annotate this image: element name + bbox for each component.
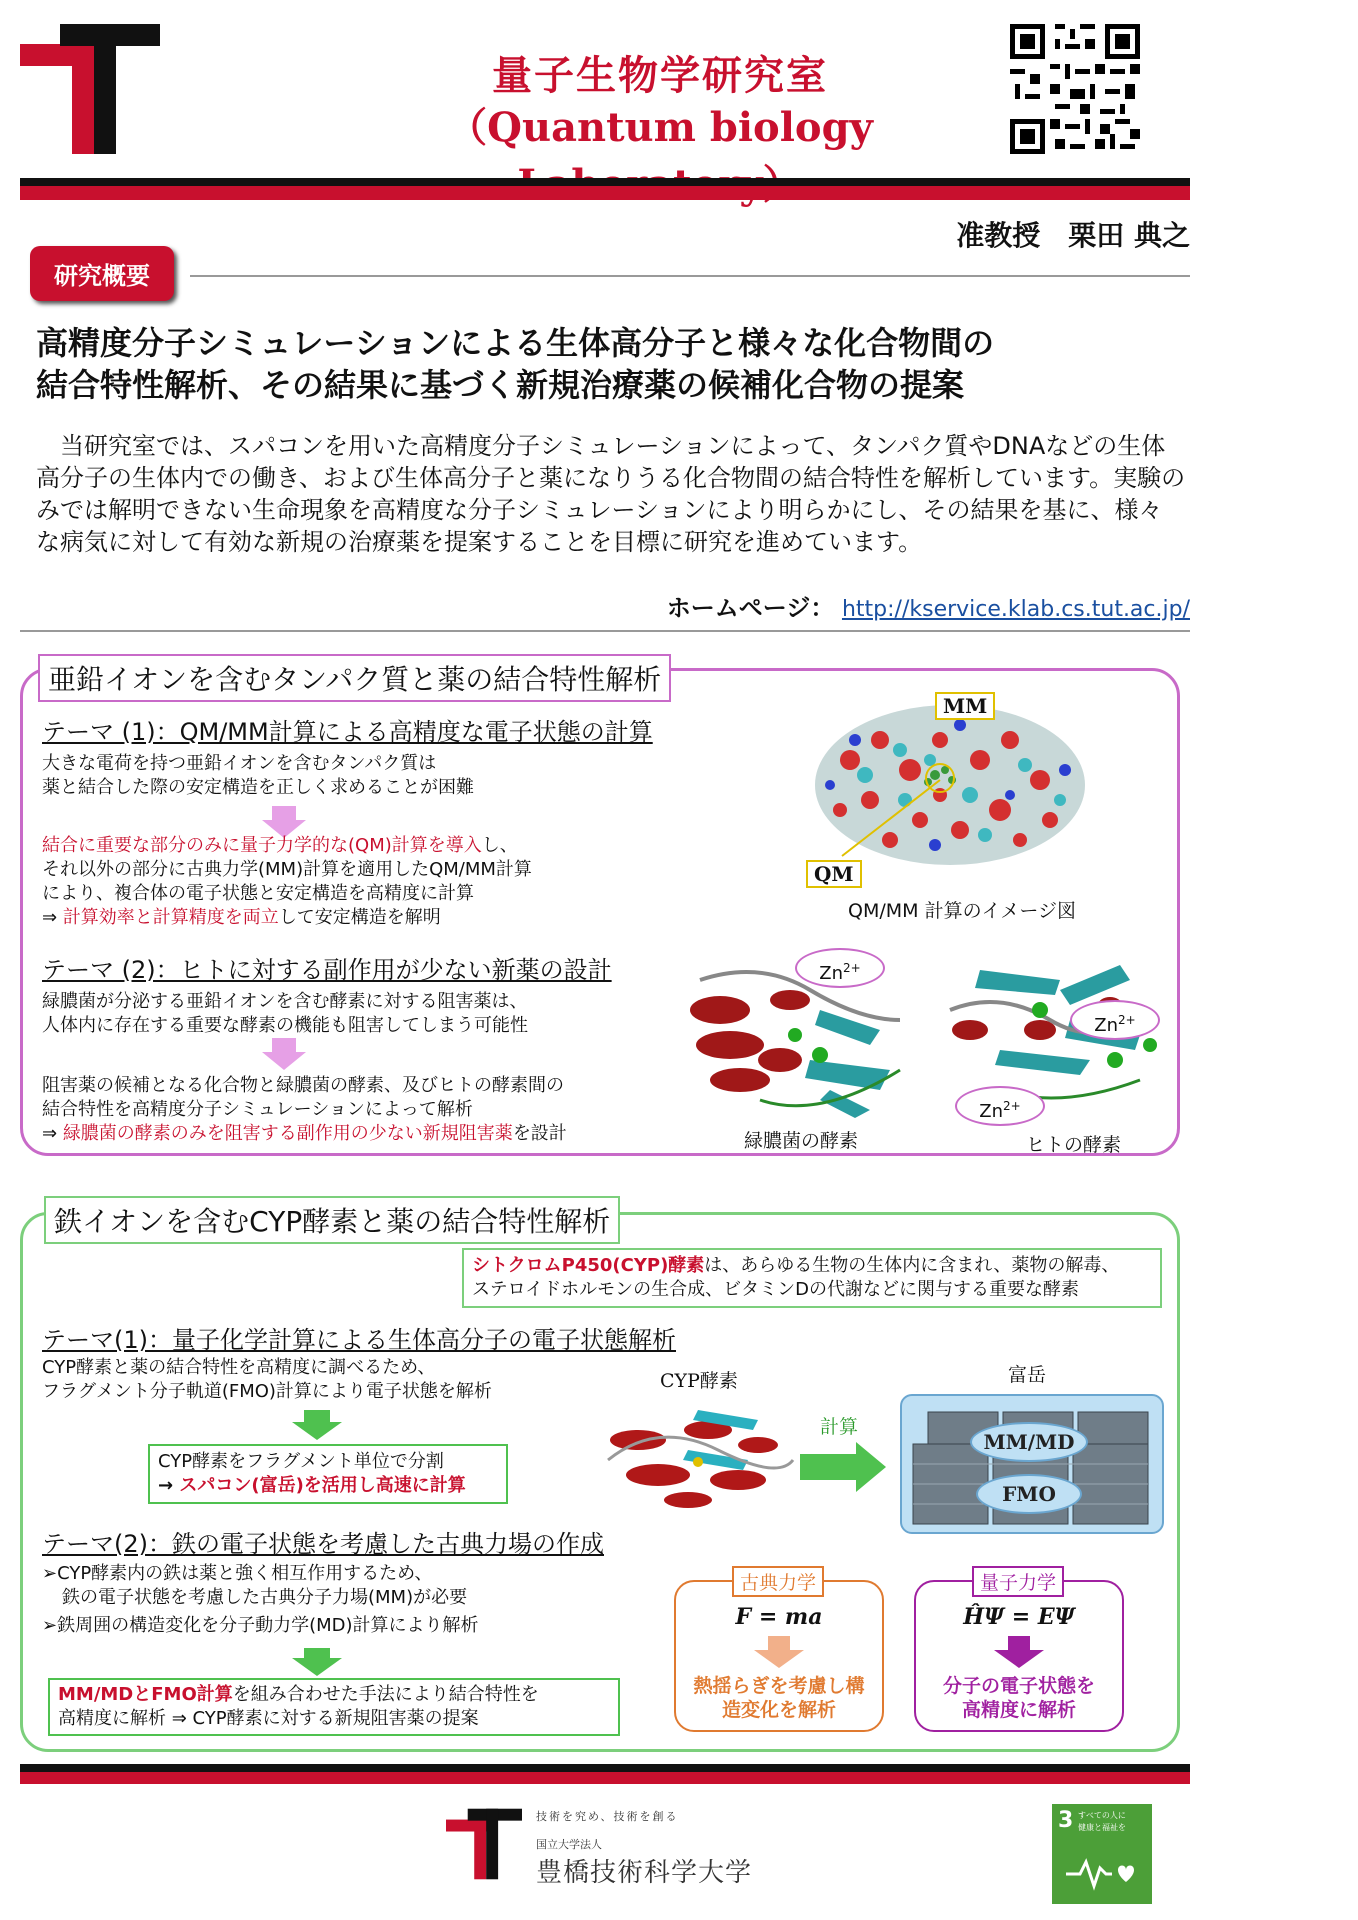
s2-theme2-title: テーマ(2)：鉄の電子状態を考慮した古典力場の作成 [42, 1530, 604, 1558]
overview-title-line2: 結合特性解析、その結果に基づく新規治療薬の候補化合物の提案 [36, 366, 965, 404]
footer-motto: 技術を究め、技術を創る [536, 1810, 679, 1823]
quantum-arrow-down [994, 1636, 1044, 1672]
classical-formula: F = ma [735, 1604, 823, 1630]
zn-sup-1: 2+ [843, 961, 861, 975]
cyp-intro-box [462, 1248, 1162, 1308]
s1-t2-text2: 人体内に存在する重要な酵素の機能も阻害してしまう可能性 [42, 1015, 528, 1036]
s1-t2-arrow-down [262, 1038, 306, 1074]
qm-pointer-line [840, 778, 950, 862]
sdg-badge[interactable] [1052, 1804, 1152, 1904]
overview-bottom-rule [20, 630, 1190, 632]
author-name: 准教授 栗田 典之 [956, 219, 1190, 252]
s1-t1-text3: し、 [481, 835, 518, 856]
heartbeat-icon [1066, 1852, 1138, 1896]
overview-label: 研究概要 [30, 246, 174, 301]
classical-text1: 熱揺らぎを考慮し構 [693, 1675, 865, 1697]
s1-theme2-title: テーマ (2)：ヒトに対する副作用が少ない新薬の設計 [42, 956, 612, 984]
s1-t2-text1: 緑膿菌が分泌する亜鉛イオンを含む酵素に対する阻害薬は、 [42, 991, 528, 1012]
s2-t2-box-hl: MM/MDとFMO計算 [58, 1684, 233, 1705]
qmmm-caption: QM/MM 計算のイメージ図 [848, 900, 1077, 922]
fmo-ellipse: FMO [976, 1474, 1082, 1514]
quantum-label: 量子力学 [972, 1566, 1064, 1597]
zn-label-1: Zn [819, 963, 844, 984]
s2-theme1-text [42, 1356, 602, 1404]
s2-t1-box2a: → [158, 1475, 180, 1496]
calc-arrow-right [800, 1442, 886, 1496]
s2-t2-bullet2: ➢鉄周囲の構造変化を分子動力学(MD)計算により解析 [42, 1615, 479, 1636]
zn-bubble-2 [1070, 1000, 1160, 1040]
s1-t2-text5b: を設計 [512, 1123, 567, 1144]
s1-theme1-problem [42, 752, 662, 800]
lab-title: 量子生物学研究室 [492, 53, 828, 99]
zn-bubble-3 [955, 1086, 1045, 1126]
s1-t2-hl1: 緑膿菌の酵素のみを阻害する副作用の少ない新規阻害薬 [62, 1123, 513, 1144]
header-divider-red [20, 186, 1190, 200]
cyp-label: CYP酵素 [660, 1370, 738, 1392]
classical-label: 古典力学 [732, 1566, 824, 1597]
s1-theme1-solution [42, 834, 662, 930]
zn-sup-3: 2+ [1003, 1099, 1021, 1113]
s2-theme2-bullets [42, 1562, 642, 1638]
classical-result [674, 1674, 884, 1722]
s1-t1-hl1: 結合に重要な部分のみに量子力学的な(QM)計算を導入 [42, 835, 482, 856]
overview-rule [190, 275, 1190, 277]
qm-label: QM [806, 860, 862, 888]
human-enzyme-caption: ヒトの酵素 [1026, 1134, 1122, 1156]
calc-label: 計算 [820, 1416, 859, 1438]
s2-t2-arrow-down [292, 1648, 342, 1680]
s1-theme2-solution [42, 1074, 682, 1146]
s2-t2-bullet1b: 鉄の電子状態を考慮した古典分子力場(MM)が必要 [62, 1587, 468, 1608]
mmmd-ellipse: MM/MD [970, 1422, 1088, 1462]
overview-title [36, 322, 1176, 406]
footer-tut-logo [446, 1808, 522, 1880]
cyp-intro-text1: は、あらゆる生物の生体内に含まれ、薬物の解毒、 [704, 1255, 1120, 1276]
s1-t1-text5: により、複合体の電子状態と安定構造を高精度に計算 [42, 883, 474, 904]
s1-t1-text4: それ以外の部分に古典力学(MM)計算を適用したQM/MM計算 [42, 859, 532, 880]
cyp-enzyme-figure [598, 1390, 798, 1520]
quantum-text2: 高精度に解析 [961, 1699, 1076, 1721]
footer-corp: 国立大学法人 [536, 1838, 602, 1851]
s2-t1-result-box [148, 1444, 508, 1504]
footer-divider-red [20, 1772, 1190, 1784]
s2-theme1-title: テーマ(1)：量子化学計算による生体高分子の電子状態解析 [42, 1326, 676, 1354]
s1-theme2-problem [42, 990, 682, 1038]
s1-t1-text2: 薬と結合した際の安定構造を正しく求めることが困難 [42, 777, 474, 798]
section1-title: 亜鉛イオンを含むタンパク質と薬の結合特性解析 [38, 654, 671, 702]
zn-label-3: Zn [979, 1101, 1004, 1122]
s2-t2-result-box [48, 1678, 620, 1736]
s1-theme1-title: テーマ (1)：QM/MM計算による高精度な電子状態の計算 [42, 718, 653, 746]
zn-sup-2: 2+ [1118, 1013, 1136, 1027]
s2-t1-arrow-down [292, 1410, 342, 1444]
footer-divider-black [20, 1764, 1190, 1772]
header-divider-black [20, 178, 1190, 186]
mm-label: MM [935, 692, 995, 720]
homepage-label: ホームページ： [666, 594, 835, 622]
lab-subtitle: （Quantum biology [447, 104, 873, 151]
s2-t2-bullet1a: ➢CYP酵素内の鉄は薬と強く相互作用するため、 [42, 1563, 433, 1584]
section2-title: 鉄イオンを含むCYP酵素と薬の結合特性解析 [44, 1196, 620, 1244]
overview-paragraph: 当研究室では、スパコンを用いた高精度分子シミュレーションによって、タンパク質やDNAなどの生体高分子の生体内での働き、および生体高分子と薬になりうる化合物間の結合特性を解析しています。実験のみでは解明できない生命現象を高精度な分子シミュレーションにより明らかにし、その結果を基に、様々な病気に対して有効な新規の治療薬を提案することを目標に研究を進めています。 [36, 432, 1186, 556]
s1-t2-text5a: ⇒ [42, 1123, 63, 1144]
cyp-intro-text2: ステロイドホルモンの生合成、ビタミンDの代謝などに関与する重要な酵素 [472, 1279, 1079, 1300]
s2-t2-box-text1: を組み合わせた手法により結合特性を [232, 1684, 539, 1705]
s1-t2-text3: 阻害薬の候補となる化合物と緑膿菌の酵素、及びヒトの酵素間の [42, 1075, 564, 1096]
s1-t1-text6a: ⇒ [42, 907, 63, 928]
s1-t1-hl2: 計算効率と計算精度を両立 [62, 907, 279, 928]
sdg-text2: 健康と福祉を [1078, 1823, 1126, 1832]
s2-t2-box-text2: 高精度に解析 ⇒ CYP酵素に対する新規阻害薬の提案 [58, 1708, 479, 1729]
classical-text2: 造変化を解析 [721, 1699, 836, 1721]
zn-label-2: Zn [1094, 1015, 1119, 1036]
bacterial-enzyme-caption: 緑膿菌の酵素 [744, 1130, 859, 1152]
s2-t1-text2: フラグメント分子軌道(FMO)計算により電子状態を解析 [42, 1381, 492, 1402]
s1-t2-text4: 結合特性を高精度分子シミュレーションによって解析 [42, 1099, 473, 1120]
quantum-formula: ĤΨ = EΨ [963, 1604, 1075, 1630]
homepage-link[interactable]: http://kservice.klab.cs.tut.ac.jp/ [841, 597, 1190, 622]
sdg-text1: すべての人に [1078, 1811, 1126, 1820]
quantum-text1: 分子の電子状態を [942, 1675, 1095, 1697]
qr-code[interactable] [1010, 24, 1140, 154]
cyp-intro-hl: シトクロムP450(CYP)酵素 [472, 1255, 705, 1276]
s1-t1-text6b: して安定構造を解明 [278, 907, 441, 928]
classical-arrow-down [754, 1636, 804, 1672]
footer-university: 豊橋技術科学大学 [536, 1858, 753, 1888]
s2-t1-box1: CYP酵素をフラグメント単位で分割 [158, 1451, 444, 1472]
fugaku-label: 富岳 [1008, 1364, 1047, 1386]
sdg-number: 3 [1058, 1808, 1074, 1833]
s1-t1-text1: 大きな電荷を持つ亜鉛イオンを含むタンパク質は [42, 753, 437, 774]
s2-t1-text1: CYP酵素と薬の結合特性を高精度に調べるため、 [42, 1357, 436, 1378]
zn-bubble-1 [795, 948, 885, 988]
s2-t1-box2b: スパコン(富岳)を活用し高速に計算 [179, 1475, 466, 1496]
homepage-row [600, 588, 1190, 623]
overview-title-line1: 高精度分子シミュレーションによる生体高分子と様々な化合物間の [36, 324, 995, 362]
tut-logo [20, 24, 160, 154]
quantum-result [914, 1674, 1124, 1722]
